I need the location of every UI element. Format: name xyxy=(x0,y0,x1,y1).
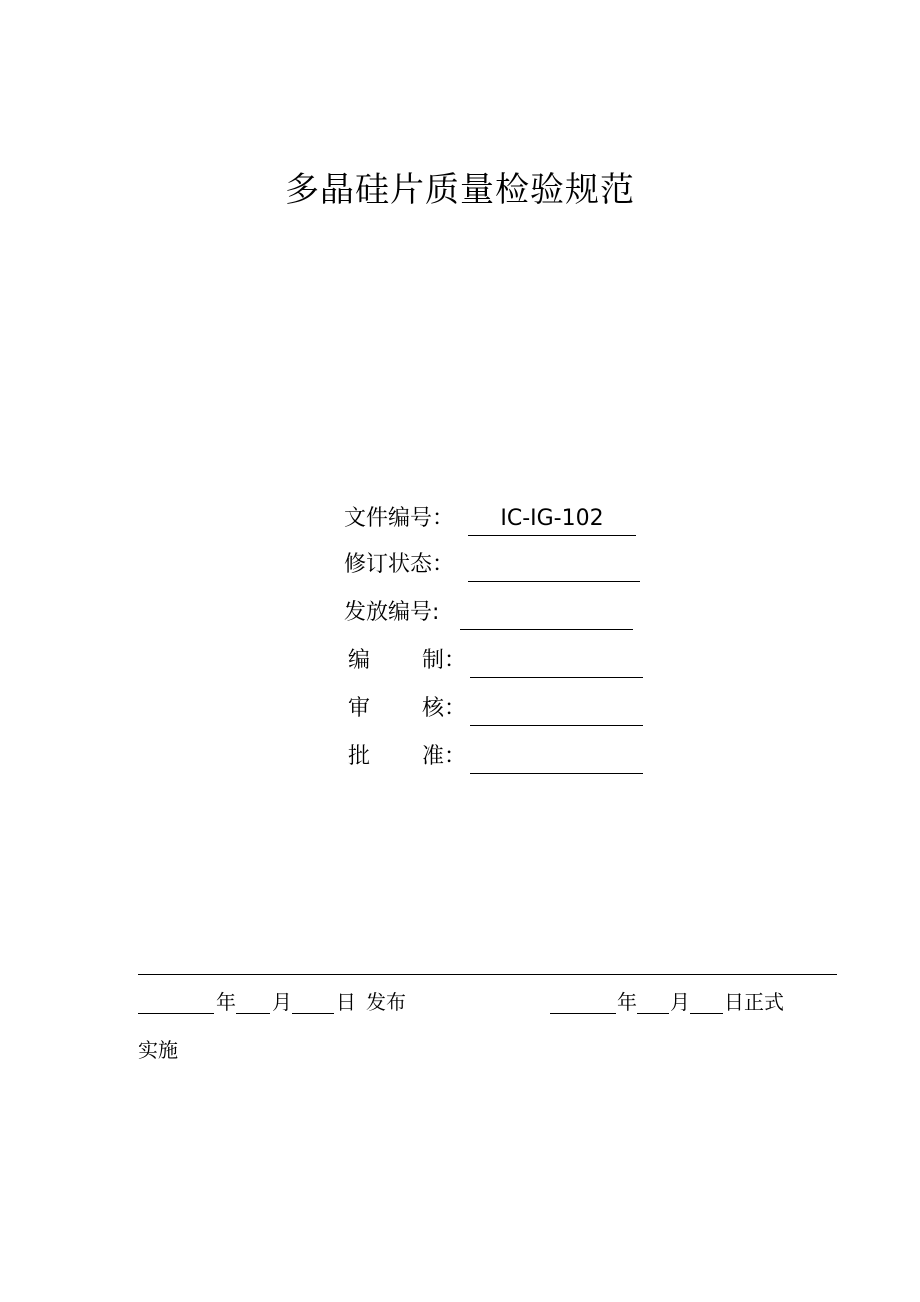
reviewed-by-label-char2: 核： xyxy=(422,696,467,721)
revision-label: 修订状态： xyxy=(344,552,455,577)
approved-by-value-line[interactable] xyxy=(470,740,643,774)
reviewed-by-value-line[interactable] xyxy=(470,692,643,726)
approved-by-label-char1: 批 xyxy=(348,744,371,769)
effective-action-label: 实施 xyxy=(138,1038,178,1062)
prepared-by-label-char2: 制： xyxy=(422,648,467,673)
approved-by-label-char2: 准： xyxy=(422,744,467,769)
doc-number-label: 文件编号： xyxy=(344,506,455,531)
revision-value-line[interactable] xyxy=(468,548,640,582)
publish-month-blank[interactable] xyxy=(236,988,270,1014)
publish-month-label: 月 xyxy=(272,990,292,1014)
prepared-by-field xyxy=(344,644,644,678)
doc-number-value: IC-IG-102 xyxy=(500,506,604,531)
issue-number-field xyxy=(344,596,644,630)
footer-divider xyxy=(138,974,837,975)
reviewed-by-label-char1: 审 xyxy=(348,696,371,721)
publish-year-blank[interactable] xyxy=(138,988,214,1014)
publish-year-label: 年 xyxy=(216,990,236,1014)
publish-day-label: 日 xyxy=(336,990,356,1014)
effective-month-label: 月 xyxy=(670,990,690,1014)
publish-action-label: 发布 xyxy=(366,990,406,1014)
effective-day-blank[interactable] xyxy=(690,988,723,1014)
prepared-by-value-line[interactable] xyxy=(470,644,643,678)
publish-date-line xyxy=(138,988,438,1016)
approved-by-field xyxy=(344,740,644,774)
doc-number-value-line[interactable] xyxy=(468,502,636,536)
reviewed-by-field xyxy=(344,692,644,726)
revision-field xyxy=(344,548,644,582)
prepared-by-label-char1: 编 xyxy=(348,648,371,673)
publish-day-blank[interactable] xyxy=(292,988,334,1014)
effective-year-label: 年 xyxy=(617,990,637,1014)
issue-number-value-line[interactable] xyxy=(460,596,633,630)
effective-date-line xyxy=(550,988,810,1016)
effective-month-blank[interactable] xyxy=(637,988,669,1014)
effective-year-blank[interactable] xyxy=(550,988,616,1014)
effective-day-label: 日正式 xyxy=(724,990,784,1014)
doc-number-field xyxy=(344,502,644,536)
issue-number-label: 发放编号: xyxy=(344,600,440,625)
document-title: 多晶硅片质量检验规范 xyxy=(285,170,635,210)
